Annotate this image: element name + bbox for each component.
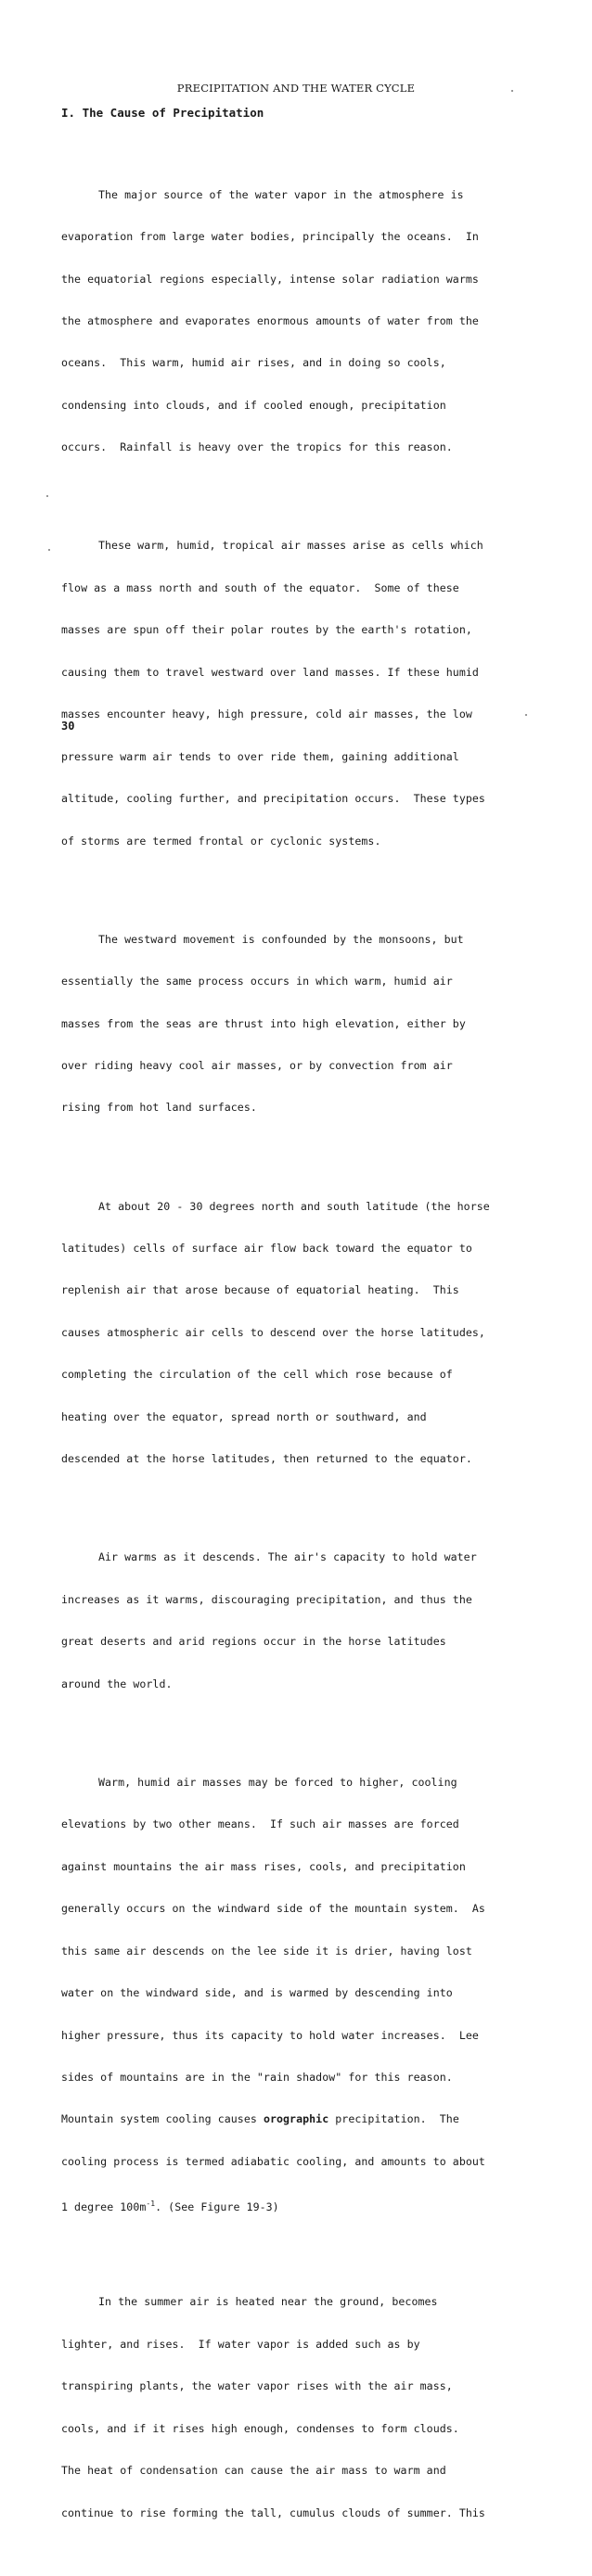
text-line: masses encounter heavy, high pressure, cold air masses, the low (61, 708, 472, 721)
paragraph-7 (61, 2267, 525, 2548)
paragraph-1 (61, 159, 525, 482)
scan-speck (511, 90, 513, 92)
text-line: sides of mountains are in the "rain shadow" for this reason. (61, 2070, 453, 2084)
text-line: oceans. This warm, humid air rises, and in doing so cools, (61, 356, 446, 370)
text-line: causes atmospheric air cells to descend over the horse latitudes, (61, 1325, 485, 1339)
text-line: cooling process is termed adiabatic cooling, and amounts to about (61, 2154, 485, 2168)
text-line: of storms are termed frontal or cyclonic systems. (61, 834, 381, 848)
text-line: At about 20 - 30 degrees north and south latitude (the horse (98, 1199, 490, 1213)
text-line: generally occurs on the windward side of the mountain system. As (61, 1902, 485, 1916)
text-line: essentially the same process occurs in which warm, humid air (61, 975, 453, 988)
text-line: transpiring plants, the water vapor rises with the air mass, (61, 2379, 453, 2393)
text-line: 1 degree $100m^{-1}$. (See Figure 19-3) (61, 2200, 279, 2214)
text-line: cools, and if it rises high enough, condenses to form clouds. (61, 2421, 459, 2435)
text-line: the equatorial regions especially, intense solar radiation warms (61, 272, 479, 286)
scan-speck (525, 714, 527, 716)
text-line: causing them to travel westward over land masses. If these humid (61, 665, 479, 679)
text-line: masses are spun off their polar routes by the earth's rotation, (61, 623, 472, 637)
scan-speck (48, 549, 50, 551)
text-line: occurs. Rainfall is heavy over the tropics for this reason. (61, 440, 453, 454)
text-line: heating over the equator, spread north or southward, and (61, 1409, 427, 1423)
text-line: lighter, and rises. If water vapor is added such as by (61, 2337, 420, 2351)
text-line: the atmosphere and evaporates enormous amounts of water from the (61, 313, 479, 327)
text-line: around the world. (61, 1677, 173, 1690)
paragraph-4 (61, 1171, 525, 1494)
text-line: continue to rise forming the tall, cumulus clouds of summer. This (61, 2506, 485, 2519)
text-line: The westward movement is confounded by the monsoons, but (98, 932, 464, 946)
text-line: elevations by two other means. If such air masses are forced (61, 1817, 459, 1831)
text-line: In the summer air is heated near the ground, becomes (98, 2295, 438, 2309)
scan-speck (46, 495, 48, 497)
text-line: rising from hot land surfaces. (61, 1101, 257, 1115)
text-line: Warm, humid air masses may be forced to higher, cooling (98, 1775, 457, 1789)
paragraph-3 (61, 904, 525, 1143)
text-line: increases as it warms, discouraging precipitation, and thus the (61, 1592, 472, 1606)
section-heading: I. The Cause of Precipitation (61, 106, 264, 120)
paragraph-6 (61, 1747, 525, 2238)
text-line: flow as a mass north and south of the equator. Some of these (61, 580, 459, 594)
text-line: These warm, humid, tropical air masses arise as cells which (98, 539, 483, 553)
text-line: great deserts and arid regions occur in the horse latitudes (61, 1635, 446, 1649)
text-line: water on the windward side, and is warmed by descending into (61, 1986, 453, 2000)
text-line: Mountain system cooling causes orographic precipitation. The (61, 2112, 459, 2126)
text-line: latitudes) cells of surface air flow back toward the equator to (61, 1242, 472, 1256)
paragraph-2 (61, 511, 525, 876)
page-title: PRECIPITATION AND THE WATER CYCLE (176, 82, 416, 95)
text-line: against mountains the air mass rises, cools, and precipitation (61, 1859, 466, 1873)
text-line: The heat of condensation can cause the air mass to warm and (61, 2464, 446, 2478)
text-line: evaporation from large water bodies, principally the oceans. In (61, 230, 479, 244)
text-line: replenish air that arose because of equatorial heating. This (61, 1283, 459, 1297)
body-text (61, 132, 525, 2576)
text-line: completing the circulation of the cell which rose because of (61, 1368, 453, 1382)
text-line: this same air descends on the lee side it is drier, having lost (61, 1944, 472, 1958)
text-line: over riding heavy cool air masses, or by convection from air (61, 1059, 453, 1073)
text-line: descended at the horse latitudes, then returned to the equator. (61, 1452, 472, 1466)
text-line: masses from the seas are thrust into high elevation, either by (61, 1016, 466, 1030)
text-line: Air warms as it descends. The air's capacity to hold water (98, 1550, 477, 1564)
text-line: higher pressure, thus its capacity to hold water increases. Lee (61, 2028, 479, 2042)
paragraph-5 (61, 1523, 525, 1719)
text-line: altitude, cooling further, and precipitation occurs. These types (61, 792, 485, 806)
page-number: 30 (61, 720, 75, 733)
text-line: The major source of the water vapor in the atmosphere is (98, 187, 464, 201)
text-line: condensing into clouds, and if cooled enough, precipitation (61, 398, 446, 412)
text-line: pressure warm air tends to over ride them, gaining additional (61, 749, 459, 763)
